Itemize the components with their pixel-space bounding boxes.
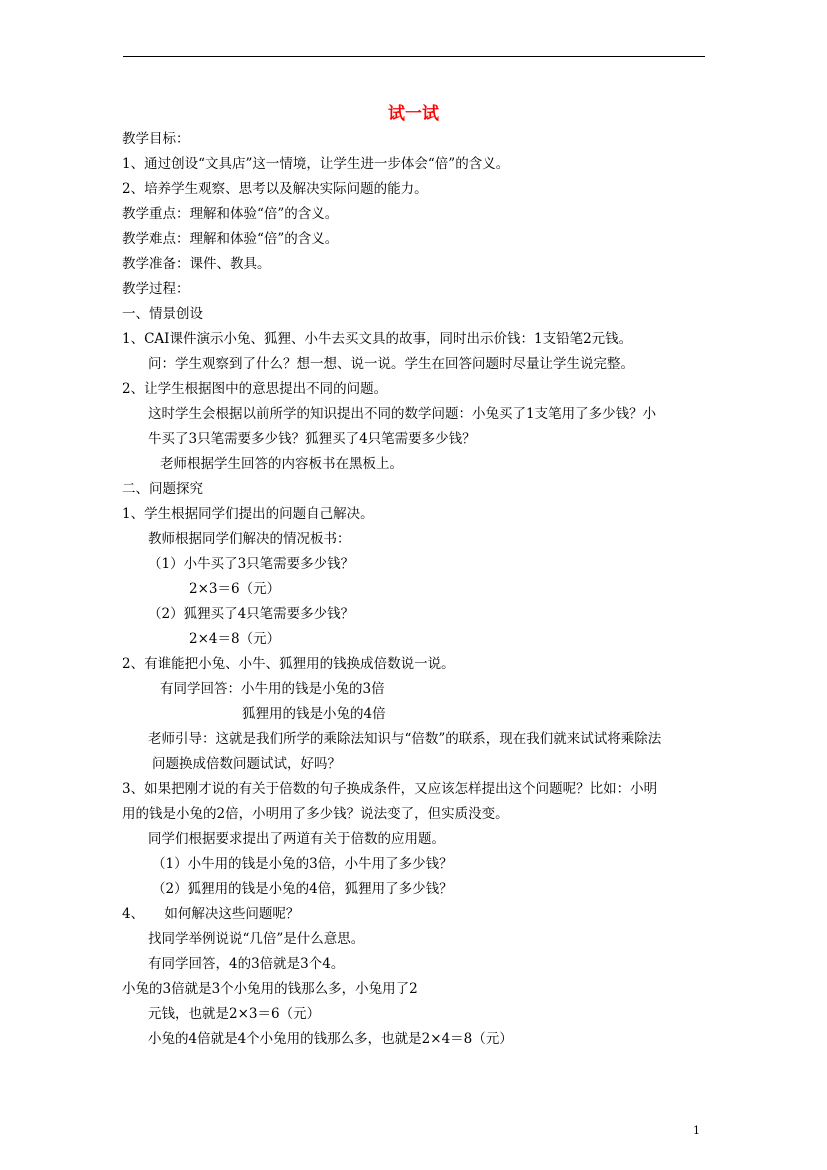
text-line: 二、问题探究 bbox=[122, 481, 203, 497]
text-line: 问：学生观察到了什么？想一想、说一说。学生在回答问题时尽量让学生说完整。 bbox=[148, 356, 634, 372]
text-line: 2、有谁能把小兔、小牛、狐狸用的钱换成倍数说一说。 bbox=[122, 656, 455, 672]
text-line: 有同学回答：小牛用的钱是小兔的3倍 bbox=[160, 681, 385, 697]
text-line: 3、如果把刚才说的有关于倍数的句子换成条件，又应该怎样提出这个问题呢？比如：小明 bbox=[122, 781, 658, 797]
text-line: 牛买了3只笔需要多少钱？狐狸买了4只笔需要多少钱？ bbox=[148, 431, 476, 447]
document-body bbox=[122, 127, 708, 1052]
text-line: 找同学举例说说“几倍”是什么意思。 bbox=[148, 931, 365, 947]
text-line: 小兔的3倍就是3个小兔用的钱那么多，小兔用了2 bbox=[122, 981, 418, 997]
text-line: 教学目标： bbox=[122, 131, 190, 147]
text-line: 小兔的4倍就是4个小兔用的钱那么多，也就是2×4＝8（元） bbox=[148, 1031, 513, 1047]
text-line: 有同学回答，4的3倍就是3个4。 bbox=[148, 956, 345, 972]
text-line: 同学们根据要求提出了两道有关于倍数的应用题。 bbox=[148, 831, 445, 847]
text-line: （2）狐狸买了4只笔需要多少钱？ bbox=[148, 606, 355, 622]
text-line: 1、学生根据同学们提出的问题自己解决。 bbox=[122, 506, 374, 522]
text-line: 2×3＝6（元） bbox=[189, 581, 281, 597]
text-line: 一、情景创设 bbox=[122, 306, 203, 322]
text-line: 教学过程： bbox=[122, 281, 190, 297]
text-line: 老师引导：这就是我们所学的乘除法知识与“倍数”的联系，现在我们就来试试将乘除法 bbox=[148, 731, 662, 747]
text-line: 1、CAI课件演示小兔、狐狸、小牛去买文具的故事，同时出示价钱：1支铅笔2元钱。 bbox=[122, 331, 633, 347]
text-line: 2、培养学生观察、思考以及解决实际问题的能力。 bbox=[122, 181, 428, 197]
text-line: 2×4＝8（元） bbox=[189, 631, 281, 647]
text-line: 教学准备：课件、教具。 bbox=[122, 256, 271, 272]
text-line: 教学难点：理解和体验“倍”的含义。 bbox=[122, 231, 339, 247]
text-line: 教学重点：理解和体验“倍”的含义。 bbox=[122, 206, 339, 222]
text-line: （1）小牛买了3只笔需要多少钱？ bbox=[148, 556, 355, 572]
text-line: 元钱，也就是2×3＝6（元） bbox=[148, 1006, 321, 1022]
text-line: （1）小牛用的钱是小兔的3倍，小牛用了多少钱？ bbox=[152, 856, 453, 872]
header-rule bbox=[123, 56, 705, 57]
text-line: 问题换成倍数问题试试，好吗？ bbox=[152, 756, 341, 772]
text-line: 教师根据同学们解决的情况板书： bbox=[148, 531, 351, 547]
text-line: 老师根据学生回答的内容板书在黑板上。 bbox=[160, 456, 403, 472]
text-line: 狐狸用的钱是小兔的4倍 bbox=[242, 706, 386, 722]
document-title: 试一试 bbox=[388, 104, 439, 124]
page-number: 1 bbox=[693, 1124, 700, 1137]
text-line: 这时学生会根据以前所学的知识提出不同的数学问题：小兔买了1支笔用了多少钱？小 bbox=[148, 406, 657, 422]
text-line: 4、 如何解决这些问题呢？ bbox=[122, 906, 300, 922]
text-line: 用的钱是小兔的2倍，小明用了多少钱？说法变了，但实质没变。 bbox=[122, 806, 509, 822]
text-line: （2）狐狸用的钱是小兔的4倍，狐狸用了多少钱？ bbox=[152, 881, 453, 897]
text-line: 1、通过创设“文具店”这一情境，让学生进一步体会“倍”的含义。 bbox=[122, 156, 510, 172]
text-line: 2、让学生根据图中的意思提出不同的问题。 bbox=[122, 381, 388, 397]
